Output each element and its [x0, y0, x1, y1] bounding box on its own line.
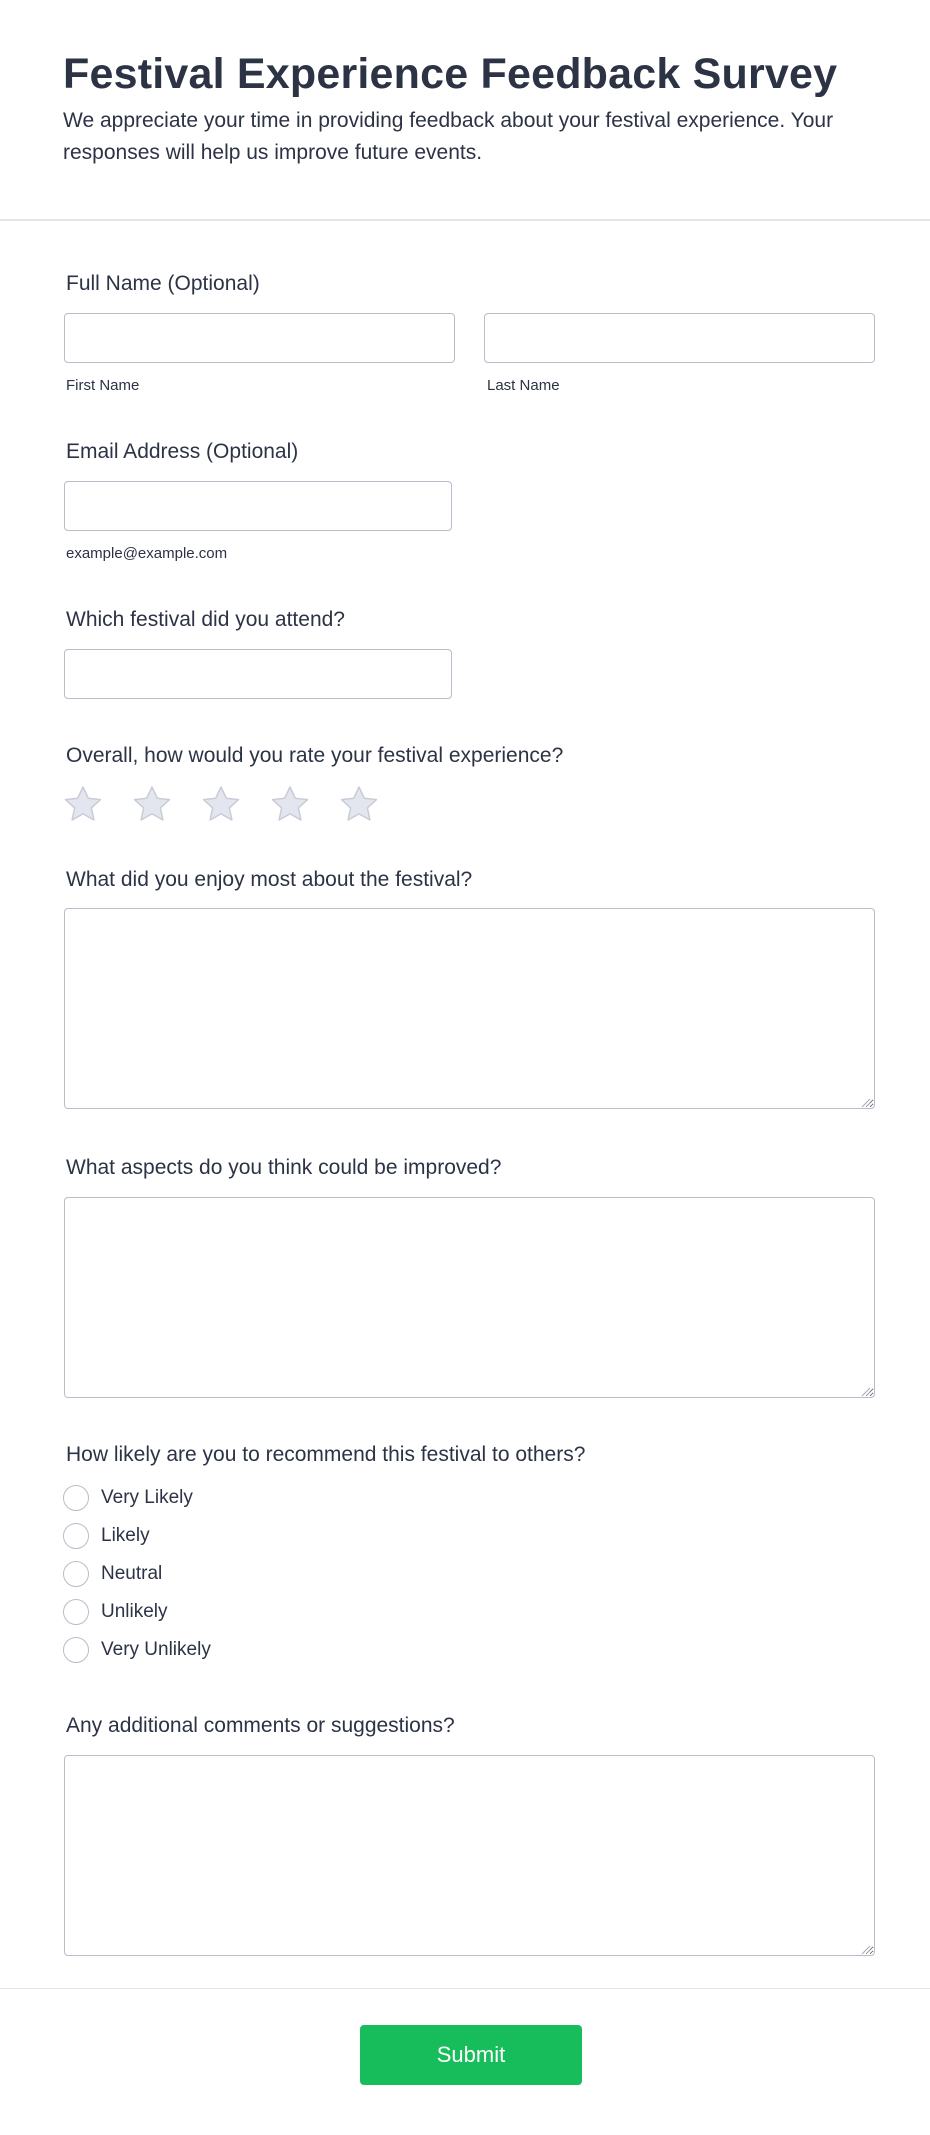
- enjoy-label: What did you enjoy most about the festival?: [66, 868, 473, 891]
- radio-option-likely[interactable]: [63, 1522, 363, 1550]
- first-name-sublabel: First Name: [66, 377, 140, 394]
- radio-label: Very Unlikely: [101, 1639, 211, 1660]
- recommend-label: How likely are you to recommend this festival to others?: [66, 1443, 586, 1466]
- improve-textarea[interactable]: [64, 1197, 875, 1398]
- radio-button[interactable]: [63, 1637, 89, 1663]
- comments-textarea[interactable]: [64, 1755, 875, 1956]
- radio-button[interactable]: [63, 1523, 89, 1549]
- radio-option-very-likely[interactable]: [63, 1484, 363, 1512]
- email-label: Email Address (Optional): [66, 440, 299, 463]
- submit-button[interactable]: Submit: [360, 2025, 582, 2085]
- radio-label: Very Likely: [101, 1487, 193, 1508]
- star-rating: [63, 785, 393, 825]
- star-icon[interactable]: [201, 785, 241, 823]
- comments-label: Any additional comments or suggestions?: [66, 1714, 455, 1737]
- resize-grip-icon[interactable]: [861, 1095, 871, 1105]
- improve-label: What aspects do you think could be improved?: [66, 1156, 502, 1179]
- last-name-input[interactable]: [484, 313, 875, 363]
- email-input[interactable]: [64, 481, 452, 531]
- radio-option-unlikely[interactable]: [63, 1598, 363, 1626]
- form-header: [0, 0, 930, 221]
- last-name-sublabel: Last Name: [487, 377, 560, 394]
- form-subtitle: We appreciate your time in providing feedback about your festival experience. Your responses will help us improve future events.: [63, 109, 834, 164]
- radio-label: Unlikely: [101, 1601, 168, 1622]
- full-name-label: Full Name (Optional): [66, 272, 260, 295]
- first-name-input[interactable]: [64, 313, 455, 363]
- radio-label: Likely: [101, 1525, 150, 1546]
- rating-label: Overall, how would you rate your festival experience?: [66, 744, 564, 767]
- radio-button[interactable]: [63, 1599, 89, 1625]
- star-icon[interactable]: [270, 785, 310, 823]
- form-title: Festival Experience Feedback Survey: [63, 50, 838, 98]
- resize-grip-icon[interactable]: [861, 1942, 871, 1952]
- star-icon[interactable]: [132, 785, 172, 823]
- email-sublabel: example@example.com: [66, 545, 228, 562]
- radio-button[interactable]: [63, 1561, 89, 1587]
- enjoy-textarea[interactable]: [64, 908, 875, 1109]
- festival-label: Which festival did you attend?: [66, 608, 345, 631]
- star-icon[interactable]: [63, 785, 103, 823]
- radio-label: Neutral: [101, 1563, 163, 1584]
- radio-option-very-unlikely[interactable]: [63, 1636, 363, 1664]
- resize-grip-icon[interactable]: [861, 1384, 871, 1394]
- festival-input[interactable]: [64, 649, 452, 699]
- radio-option-neutral[interactable]: [63, 1560, 363, 1588]
- radio-button[interactable]: [63, 1485, 89, 1511]
- star-icon[interactable]: [339, 785, 379, 823]
